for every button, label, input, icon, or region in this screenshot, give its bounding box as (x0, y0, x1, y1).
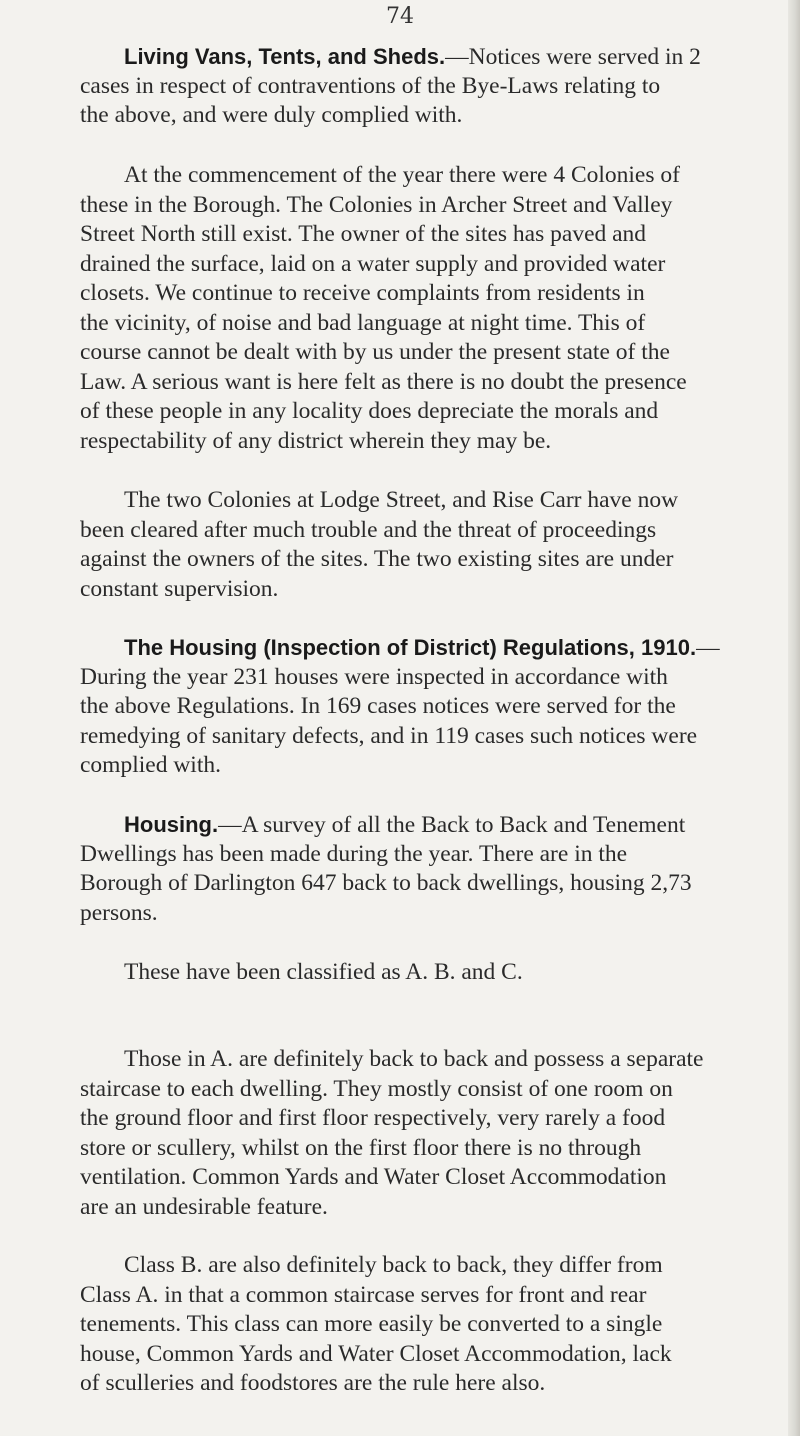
paragraph-line: Borough of Darlington 647 back to back dwellings, housing 2,73 (80, 870, 692, 896)
paragraph-line: of sculleries and foodstores are the rule here also. (80, 1370, 546, 1396)
section-heading: Living Vans, Tents, and Sheds. (124, 44, 446, 69)
paragraph-class-b (80, 1251, 780, 1399)
paragraph-line: complied with. (80, 752, 221, 778)
paragraph-line: These have been classified as A. B. and C. (124, 959, 523, 985)
section-heading: The Housing (Inspection of District) Regulations, 1910. (124, 635, 697, 660)
line-text: — (696, 635, 720, 661)
paragraph-line: the vicinity, of noise and bad language at night time. This of (80, 309, 646, 336)
paragraph-line: the above, and were duly complied with. (80, 102, 463, 128)
paragraph-line: these in the Borough. The Colonies in Archer Street and Valley (80, 191, 673, 218)
paragraph-line: Class B. are also definitely back to back, they differ from (124, 1252, 663, 1278)
paragraph-line: During the year 231 houses were inspected in accordance with (80, 663, 668, 690)
paragraph-line: against the owners of the sites. The two existing sites are under (80, 546, 674, 572)
paragraph-line: respectability of any district wherein they may be. (80, 427, 552, 454)
paragraph-line: the above Regulations. In 169 cases notices were served for the (80, 693, 676, 719)
paragraph-line: Street North still exist. The owner of the sites has paved and (80, 221, 647, 247)
paragraph-line: store or scullery, whilst on the first floor there is no through (80, 1134, 642, 1161)
paragraph-living-vans (80, 42, 780, 131)
paragraph-housing-survey (80, 810, 780, 928)
paragraph-line: Those in A. are definitely back to back and possess a separate (124, 1046, 704, 1072)
paragraph-line: constant supervision. (80, 575, 279, 602)
paragraph-line: cases in respect of contraventions of the Bye-Laws relating to (80, 72, 661, 99)
section-heading: Housing. (124, 812, 219, 837)
paragraph-line: been cleared after much trouble and the threat of proceedings (80, 516, 657, 543)
paragraph-line (80, 42, 780, 72)
paragraph-line: The two Colonies at Lodge Street, and Rise Carr have now (124, 487, 679, 513)
paragraph-line: are an undesirable feature. (80, 1193, 328, 1220)
page-edge-shadow (788, 0, 800, 1436)
paragraph-line: persons. (80, 899, 158, 926)
paragraph-line: of these people in any locality does depreciate the morals and (80, 398, 659, 424)
paragraph-line: ventilation. Common Yards and Water Closet Accommodation (80, 1164, 667, 1190)
paragraph-line: remedying of sanitary defects, and in 119 cases such notices were (80, 722, 698, 749)
paragraph-lodge-street (80, 486, 780, 604)
paragraph-colonies (80, 161, 780, 456)
paragraph-line: tenements. This class can more easily be converted to a single (80, 1311, 663, 1337)
paragraph-line: Class A. in that a common staircase serves for front and rear (80, 1281, 647, 1308)
paragraph-classified (80, 958, 780, 988)
paragraph-line: house, Common Yards and Water Closet Accommodation, lack (80, 1340, 672, 1367)
paragraph-line: course cannot be dealt with by us under the present state of the (80, 339, 670, 365)
paragraph-line: Law. A serious want is here felt as there is no doubt the presence (80, 368, 687, 395)
page-number: 74 (386, 4, 414, 29)
paragraph-housing-regulations (80, 633, 780, 781)
paragraph-class-a (80, 1045, 780, 1222)
paragraph-line: Dwellings has been made during the year. There are in the (80, 840, 628, 867)
line-text: —A survey of all the Back to Back and Tenement (218, 812, 686, 838)
line-text: —Notices were served in 2 (445, 44, 701, 70)
paragraph-line: closets. We continue to receive complaints from residents in (80, 280, 645, 306)
paragraph-line: staircase to each dwelling. They mostly consist of one room on (80, 1075, 673, 1102)
paragraph-line: At the commencement of the year there were 4 Colonies of (124, 162, 680, 188)
paragraph-line: the ground floor and first floor respectively, very rarely a food (80, 1105, 666, 1131)
paragraph-line: drained the surface, laid on a water supply and provided water (80, 250, 666, 277)
